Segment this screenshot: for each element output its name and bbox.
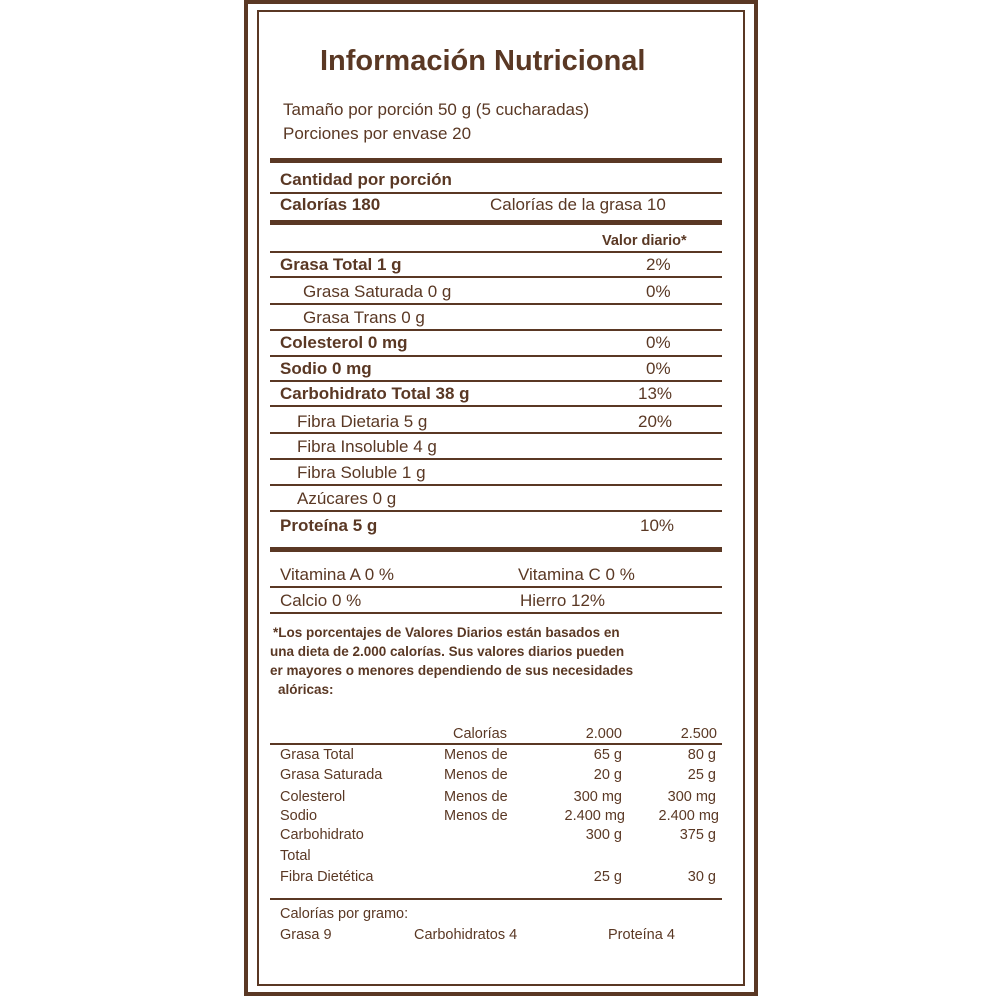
divider	[270, 276, 722, 278]
ref-row-name: Colesterol	[280, 789, 346, 805]
divider	[270, 251, 722, 253]
nutrient-dv: 0%	[646, 359, 671, 378]
divider	[270, 405, 722, 407]
divider	[270, 743, 722, 745]
ref-row-name: Fibra Dietética	[280, 869, 374, 885]
ref-row-2000: 2.400 mg	[564, 808, 625, 824]
footnote-line: er mayores o menores dependiendo de sus necesidades	[270, 663, 634, 678]
ref-row-2500: 300 mg	[667, 789, 716, 805]
divider	[270, 586, 722, 588]
divider	[270, 192, 722, 194]
divider	[270, 303, 722, 305]
ref-row-name: Sodio	[280, 808, 318, 824]
divider	[270, 380, 722, 382]
nutrient-dietary-fiber: Fibra Dietaria 5 g	[297, 412, 428, 431]
ref-row-qualifier: Menos de	[444, 789, 508, 805]
amount-per-serving: Cantidad por porción	[280, 170, 452, 189]
calories-per-gram-fat: Grasa 9	[280, 927, 332, 943]
divider-thick	[270, 547, 722, 552]
nutrient-dv: 13%	[638, 384, 673, 403]
ref-row-2000: 65 g	[593, 747, 622, 763]
nutrient-dv: 0%	[646, 282, 671, 301]
ref-header-calories: Calorías	[453, 726, 507, 742]
servings-per-container: Porciones por envase 20	[283, 124, 472, 143]
nutrient-protein: Proteína 5 g	[280, 516, 378, 535]
divider	[270, 458, 722, 460]
ref-row-2500: 375 g	[679, 827, 716, 843]
divider	[270, 484, 722, 486]
divider	[270, 510, 722, 512]
calories-per-gram-protein: Proteína 4	[608, 927, 675, 943]
ref-row-name: Grasa Total	[280, 747, 354, 763]
fat-calories-label: Calorías de la grasa 10	[490, 195, 666, 214]
vitamin-a: Vitamina A 0 %	[280, 565, 395, 584]
ref-row-2000: 300 mg	[573, 789, 622, 805]
nutrient-cholesterol: Colesterol 0 mg	[280, 333, 408, 352]
ref-row-name: Grasa Saturada	[280, 767, 383, 783]
ref-row-qualifier: Menos de	[444, 747, 508, 763]
ref-header-2500: 2.500	[680, 726, 717, 742]
iron: Hierro 12%	[520, 591, 606, 610]
footnote-line: *Los porcentajes de Valores Diarios están basados en	[273, 625, 620, 640]
nutrient-soluble-fiber: Fibra Soluble 1 g	[297, 463, 426, 482]
ref-row-name: Total	[280, 848, 311, 864]
ref-row-2500: 80 g	[687, 747, 716, 763]
divider-thick	[270, 158, 722, 163]
calories-per-gram-carbs: Carbohidratos 4	[414, 927, 518, 943]
nutrient-saturated-fat: Grasa Saturada 0 g	[303, 282, 452, 301]
ref-row-2500: 30 g	[687, 869, 716, 885]
nutrient-insoluble-fiber: Fibra Insoluble 4 g	[297, 437, 437, 456]
ref-row-qualifier: Menos de	[444, 767, 508, 783]
daily-value-header: Valor diario*	[602, 233, 687, 249]
label-title: Información Nutricional	[320, 45, 646, 77]
divider	[270, 898, 722, 900]
nutrient-sodium: Sodio 0 mg	[280, 359, 372, 378]
divider	[270, 355, 722, 357]
ref-row-2000: 25 g	[593, 869, 622, 885]
ref-header-2000: 2.000	[585, 726, 622, 742]
calories-per-gram-label: Calorías por gramo:	[280, 906, 409, 922]
ref-row-2500: 25 g	[687, 767, 716, 783]
calcium: Calcio 0 %	[280, 591, 362, 610]
footnote-line: una dieta de 2.000 calorías. Sus valores diarios pueden	[270, 644, 625, 659]
nutrient-sugars: Azúcares 0 g	[297, 489, 397, 508]
ref-row-qualifier: Menos de	[444, 808, 508, 824]
footnote-line: alóricas:	[278, 682, 334, 697]
divider	[270, 612, 722, 614]
ref-row-2500: 2.400 mg	[658, 808, 719, 824]
nutrient-total-fat: Grasa Total 1 g	[280, 255, 402, 274]
nutrient-dv: 20%	[638, 412, 673, 431]
nutrient-total-carbohydrate: Carbohidrato Total 38 g	[280, 384, 470, 403]
divider-thick	[270, 220, 722, 225]
ref-row-name: Carbohidrato	[280, 827, 364, 843]
vitamin-c: Vitamina C 0 %	[518, 565, 635, 584]
ref-row-2000: 20 g	[593, 767, 622, 783]
nutrient-trans-fat: Grasa Trans 0 g	[303, 308, 425, 327]
divider	[270, 432, 722, 434]
calories-label: Calorías 180	[280, 195, 381, 214]
nutrient-dv: 10%	[640, 516, 675, 535]
serving-size: Tamaño por porción 50 g (5 cucharadas)	[283, 100, 590, 119]
nutrient-dv: 2%	[646, 255, 671, 274]
divider	[270, 329, 722, 331]
ref-row-2000: 300 g	[585, 827, 622, 843]
nutrient-dv: 0%	[646, 333, 671, 352]
